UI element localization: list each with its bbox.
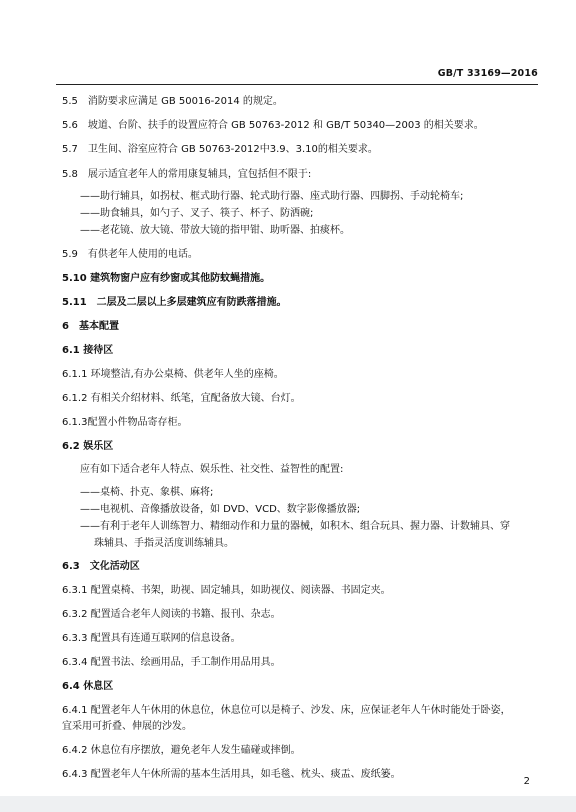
list-item: ——助食辅具，如勺子、叉子、筷子、杯子、防洒碗; (80, 208, 314, 219)
paragraph: 应有如下适合老年人特点、娱乐性、社交性、益智性的配置: (80, 464, 344, 475)
page-number: 2 (523, 776, 530, 787)
subsection-heading-6-2: 6.2 娱乐区 (62, 441, 114, 452)
clause-6-4-3: 6.4.3 配置老年人午休所需的基本生活用具，如毛毯、枕头、痰盂、废纸篓。 (62, 769, 401, 780)
list-item: ——助行辅具，如拐杖、框式助行器、轮式助行器、座式助行器、四脚拐、手动轮椅车; (80, 191, 464, 202)
clause-6-3-3: 6.3.3 配置具有连通互联网的信息设备。 (62, 633, 241, 644)
clause-5-8: 5.8 展示适宜老年人的常用康复辅具，宜包括但不限于: (62, 169, 312, 180)
clause-6-4-2: 6.4.2 休息位有序摆放，避免老年人发生磕碰或摔倒。 (62, 745, 301, 756)
list-item: ——桌椅、扑克、象棋、麻将; (80, 487, 214, 498)
list-item-continuation: 珠辅具、手指灵活度训练辅具。 (94, 538, 234, 549)
list-item: ——有利于老年人训练智力、精细动作和力量的器械，如积木、组合玩具、握力器、计数辅具、穿 (80, 521, 510, 532)
clause-6-4-1-continuation: 宜采用可折叠、伸展的沙发。 (62, 721, 192, 732)
subsection-heading-6-4: 6.4 休息区 (62, 681, 114, 692)
viewer-bottom-bar (0, 796, 576, 812)
list-item: ——电视机、音像播放设备，如 DVD、VCD、数字影像播放器; (80, 504, 361, 515)
clause-6-1-2: 6.1.2 有相关介绍材料、纸笔，宜配备放大镜、台灯。 (62, 393, 301, 404)
clause-5-5: 5.5 消防要求应满足 GB 50016-2014 的规定。 (62, 96, 283, 107)
list-item: ——老花镜、放大镜、带放大镜的指甲钳、助听器、拍痰杯。 (80, 225, 350, 236)
clause-5-10: 5.10 建筑物窗户应有纱窗或其他防蚊蝇措施。 (62, 273, 271, 284)
clause-6-1-1: 6.1.1 环境整洁,有办公桌椅、供老年人坐的座椅。 (62, 369, 284, 380)
clause-5-7: 5.7 卫生间、浴室应符合 GB 50763-2012中3.9、3.10的相关要求。 (62, 144, 378, 155)
subsection-heading-6-1: 6.1 接待区 (62, 345, 114, 356)
section-heading-6: 6 基本配置 (62, 321, 119, 332)
clause-5-11: 5.11 二层及二层以上多层建筑应有防跌落措施。 (62, 297, 287, 308)
clause-6-3-2: 6.3.2 配置适合老年人阅读的书籍、报刊、杂志。 (62, 609, 281, 620)
clause-5-9: 5.9 有供老年人使用的电话。 (62, 249, 198, 260)
clause-6-1-3: 6.1.3配置小件物品寄存柜。 (62, 417, 188, 428)
clause-6-4-1: 6.4.1 配置老年人午休用的休息位，休息位可以是椅子、沙发、床，应保证老年人午休时能处于卧姿， (62, 705, 511, 716)
clause-6-3-4: 6.3.4 配置书法、绘画用品，手工制作用品用具。 (62, 657, 281, 668)
standard-number: GB/T 33169—2016 (437, 68, 538, 79)
clause-5-6: 5.6 坡道、台阶、扶手的设置应符合 GB 50763-2012 和 GB/T 50340—2003 的相关要求。 (62, 120, 484, 131)
clause-6-3-1: 6.3.1 配置桌椅、书架，助视、固定辅具，如助视仪、阅读器、书固定夹。 (62, 585, 391, 596)
header-rule (56, 84, 538, 85)
subsection-heading-6-3: 6.3 文化活动区 (62, 561, 140, 572)
